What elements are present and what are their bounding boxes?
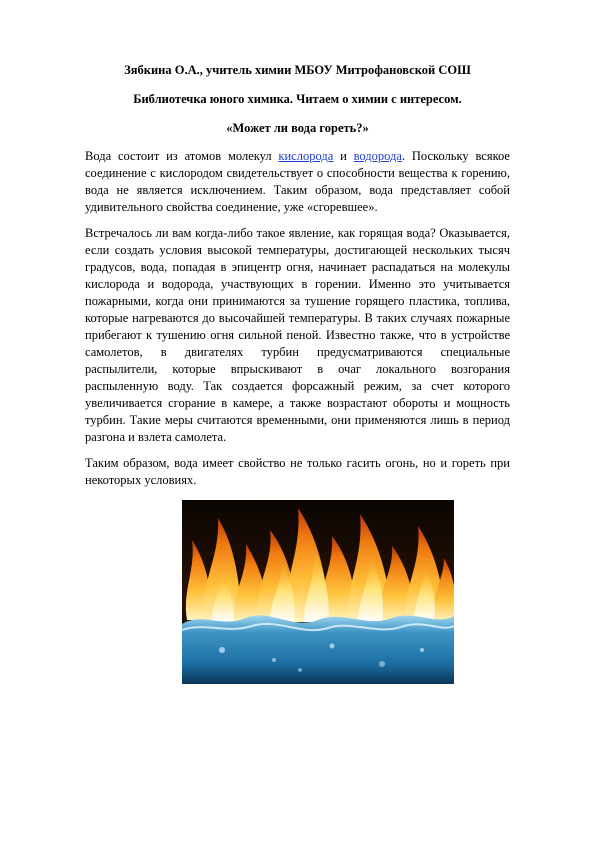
article-title: «Может ли вода гореть?»	[226, 121, 369, 135]
burning-water-illustration	[182, 500, 454, 684]
water-surface	[182, 615, 454, 684]
link-hydrogen[interactable]: водорода	[353, 149, 402, 163]
paragraph-intro-text-3: . Поскольку всякое соединение с кислородом свидетельствует о способности вещества к горению, вода не является исключением. Таким образом, вода представляет собой удивительного свойства соединение, уже «сгоревшее».	[85, 149, 510, 214]
paragraph-conclusion: Таким образом, вода имеет свойство не только гасить огонь, но и гореть при некоторых условиях.	[85, 456, 510, 487]
link-oxygen[interactable]: кислорода	[278, 149, 334, 163]
burning-water-image	[182, 500, 454, 684]
series-line: Библиотечка юного химика. Читаем о химии с интересом.	[133, 92, 462, 106]
paragraph-intro	[85, 148, 510, 216]
paragraph-intro-text-2: и	[333, 149, 354, 163]
author-line: Зябкина О.А., учитель химии МБОУ Митрофановской СОШ	[124, 63, 471, 77]
paragraph-intro-text-1: Вода состоит из атомов молекул	[85, 149, 279, 163]
paragraph-burning-water: Встречалось ли вам когда-либо такое явление, как горящая вода? Оказывается, если создать условия высокой температуры, достигающей нескольких тысяч градусов, вода, попадая в эпицентр огня, начинает распадаться на молекулы кислорода и водорода, участвующих в горении. Именно это учитывается пожарными, когда они принимаются за тушение горящего пластика, топлива, которые нагреваются до высочайшей температуры. В таких случаях пожарные прибегают к тушению огня сильной пеной. Известно также, что в устройстве самолетов, в двигателях турбин предусматриваются специальные распылители, которые впрыскивают в очаг локального возгорания распыленную воду. Так создается форсажный режим, за счет которого увеличивается сгорание в камере, а также возрастают обороты и мощность турбин. Такие меры считаются временными, они применяются лишь в период разгона и взлета самолета.	[85, 226, 510, 444]
document-page	[85, 62, 510, 498]
